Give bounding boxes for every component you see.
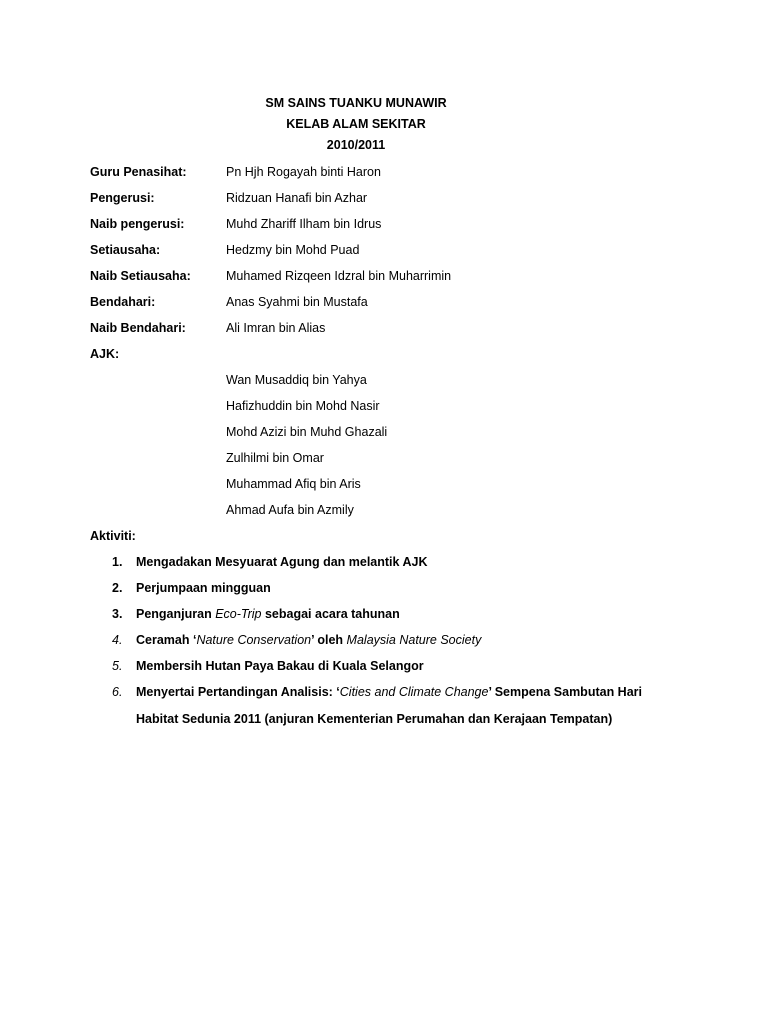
activity-number: 1. — [112, 555, 123, 569]
role-label: Setiausaha: — [90, 243, 161, 257]
role-label: Pengerusi: — [90, 191, 155, 205]
activity-text-part: Penganjuran — [136, 607, 216, 621]
ajk-member: Zulhilmi bin Omar — [226, 451, 324, 465]
activity-text: Perjumpaan mingguan — [136, 581, 271, 595]
activity-text-italic: Eco-Trip — [215, 607, 262, 621]
activity-text — [136, 679, 676, 733]
member-name: Ridzuan Hanafi bin Azhar — [226, 191, 368, 205]
activity-number: 6. — [112, 685, 123, 699]
activity-text-part: Ceramah ‘ — [136, 633, 197, 647]
member-name: Muhd Zhariff Ilham bin Idrus — [226, 217, 382, 231]
role-label: Bendahari: — [90, 295, 156, 309]
ajk-member: Hafizhuddin bin Mohd Nasir — [226, 399, 380, 413]
ajk-member: Wan Musaddiq bin Yahya — [226, 373, 367, 387]
activity-text-part: Menyertai Pertandingan Analisis: ‘ — [136, 685, 340, 699]
ajk-member: Mohd Azizi bin Muhd Ghazali — [226, 425, 388, 439]
session-year: 2010/2011 — [326, 138, 386, 152]
activity-text-part: ’ Sempena Sambutan Hari Habitat Sedunia 2011 (anjuran Kementerian Perumahan dan Kerajaan Tempatan) — [136, 685, 642, 726]
member-name: Ali Imran bin Alias — [226, 321, 326, 335]
role-label: Naib pengerusi: — [90, 217, 185, 231]
activity-text: Membersih Hutan Paya Bakau di Kuala Selangor — [136, 659, 424, 673]
school-name: SM SAINS TUANKU MUNAWIR — [265, 96, 447, 110]
activity-text — [136, 605, 400, 623]
ajk-label: AJK: — [90, 347, 120, 361]
activity-number: 4. — [112, 633, 123, 647]
activity-text-part: sebagai acara tahunan — [261, 607, 400, 621]
club-name: KELAB ALAM SEKITAR — [286, 117, 426, 131]
activity-text: Mengadakan Mesyuarat Agung dan melantik AJK — [136, 555, 428, 569]
activities-label: Aktiviti: — [90, 529, 136, 543]
activity-number: 3. — [112, 607, 123, 621]
role-label: Naib Bendahari: — [90, 321, 186, 335]
activity-number: 2. — [112, 581, 123, 595]
activity-text-part: ’ oleh — [311, 633, 347, 647]
member-name: Anas Syahmi bin Mustafa — [226, 295, 368, 309]
ajk-member: Muhammad Afiq bin Aris — [226, 477, 361, 491]
member-name: Hedzmy bin Mohd Puad — [226, 243, 360, 257]
document-header — [0, 93, 712, 156]
role-label: Naib Setiausaha: — [90, 269, 191, 283]
role-label: Guru Penasihat: — [90, 165, 187, 179]
activity-text-italic: Cities and Climate Change — [339, 685, 489, 699]
ajk-member: Ahmad Aufa bin Azmily — [226, 503, 354, 517]
member-name: Pn Hjh Rogayah binti Haron — [226, 165, 381, 179]
activity-number: 5. — [112, 659, 123, 673]
member-name: Muhamed Rizqeen Idzral bin Muharrimin — [226, 269, 452, 283]
activity-text-italic: Nature Conservation — [196, 633, 312, 647]
activity-text — [136, 631, 481, 649]
activity-text-italic: Malaysia Nature Society — [346, 633, 482, 647]
